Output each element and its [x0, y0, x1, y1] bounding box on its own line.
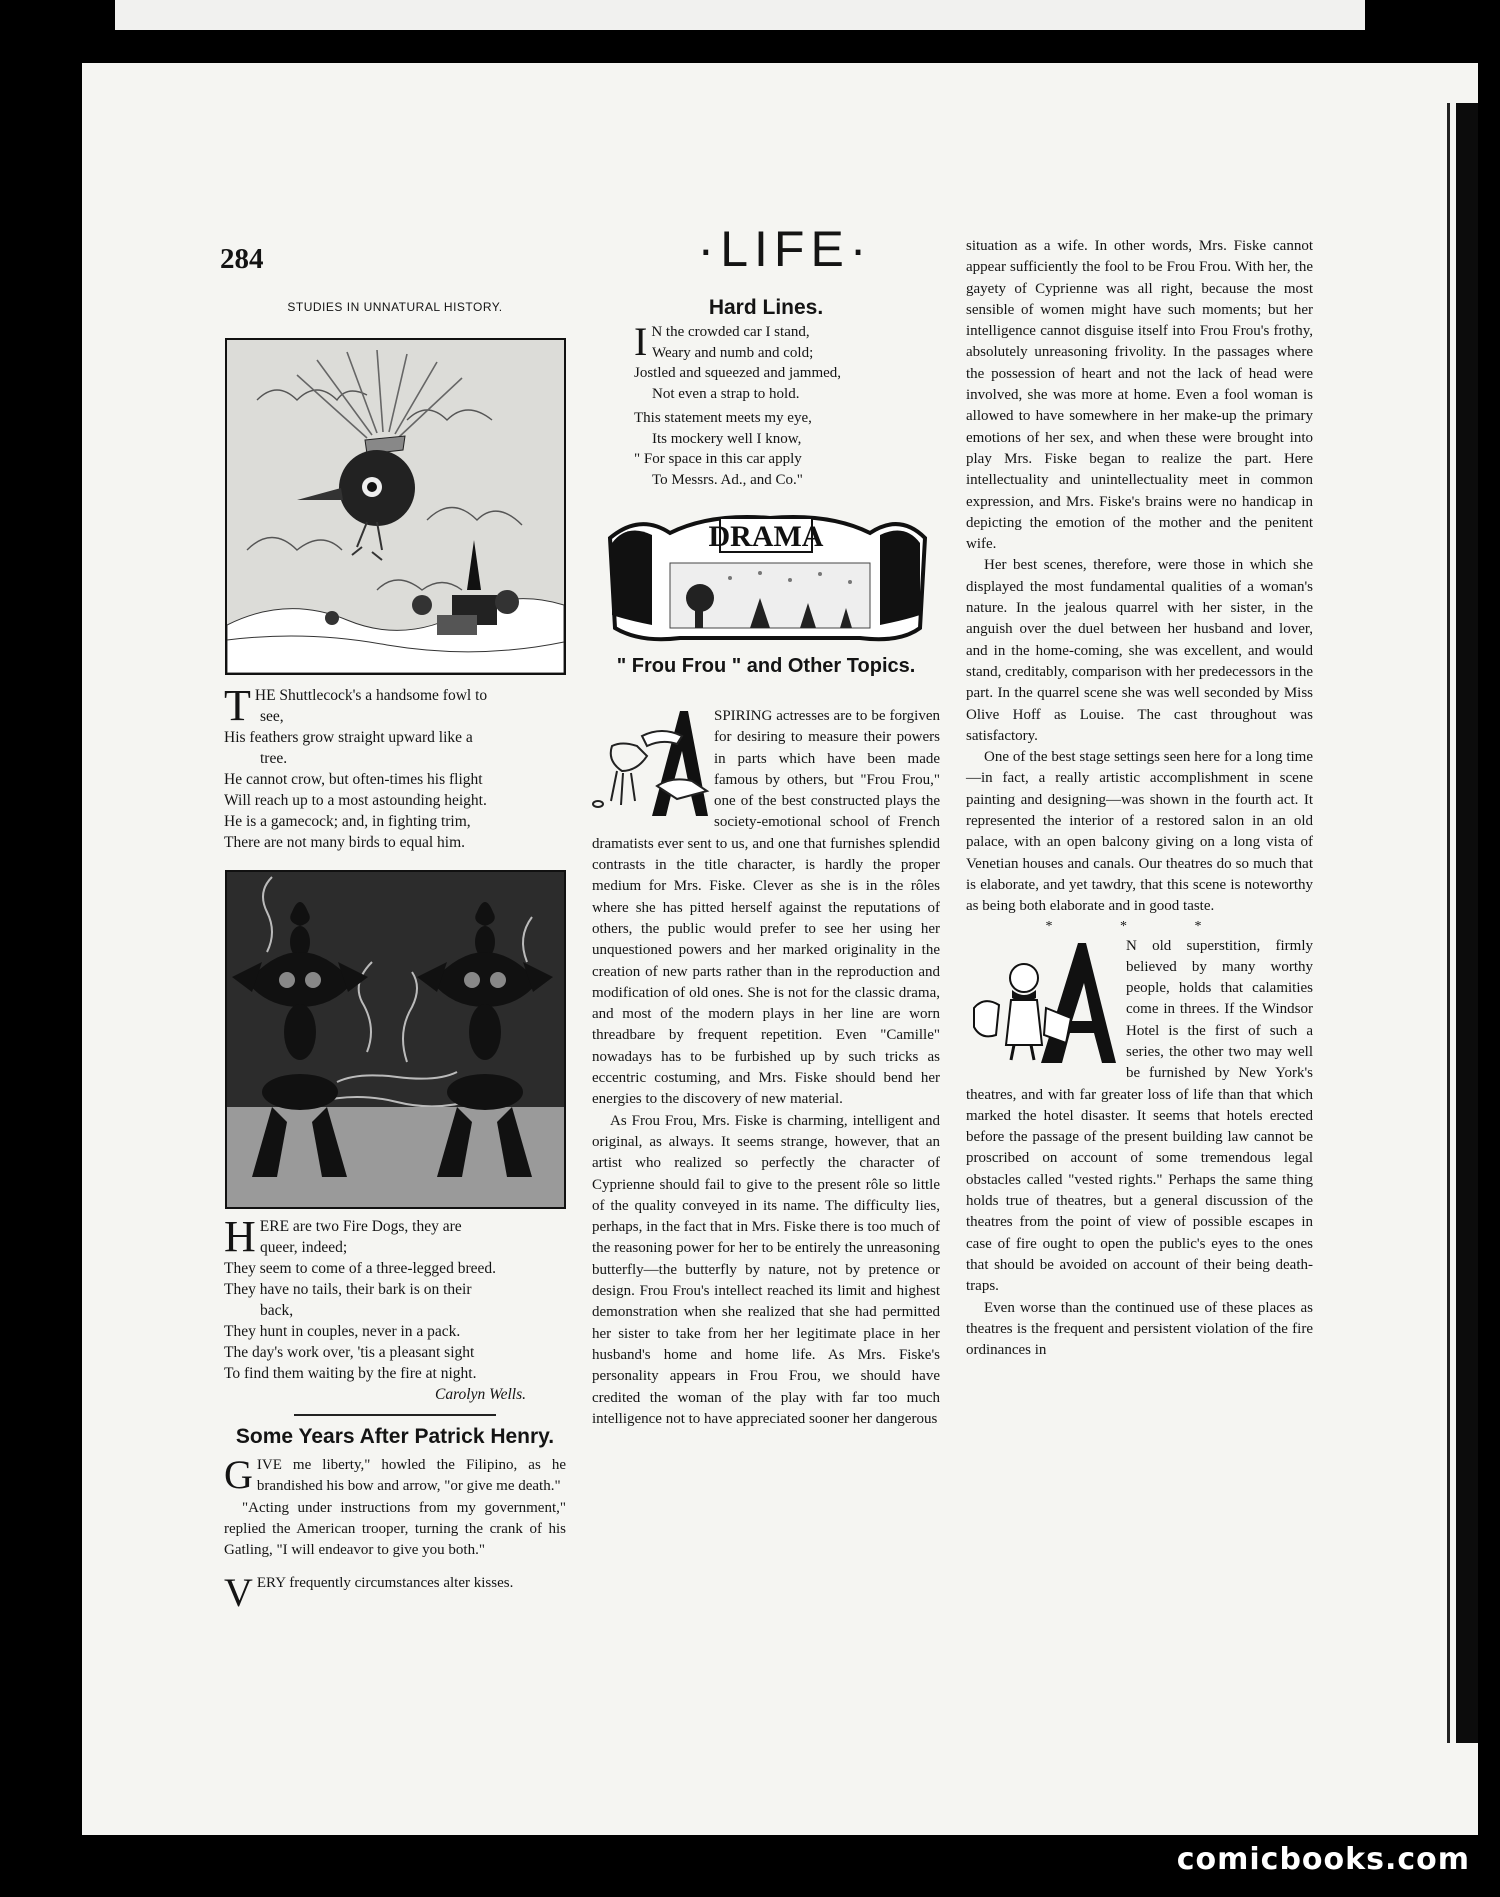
poem-line: They hunt in couples, never in a pack.: [224, 1323, 461, 1340]
fire-dogs-poem: [224, 1212, 566, 1616]
author-signature: Carolyn Wells.: [435, 1386, 526, 1403]
paragraph: N old superstition, firmly believed by many worthy people, holds that calamities come in threes. If the Windsor Hotel is: [1126, 937, 1313, 1039]
poem-line: Its mockery well I know,: [652, 430, 802, 447]
poem-line: He is a gamecock; and, in fighting trim,: [224, 813, 471, 830]
paragraph: One of the best stage settings seen here for a long time—in fact, a really artistic accomplishment in scene painting and designing—was shown in the fourth act. It represented the interior of a restored salon in an old palace, with an open balcony giving on a long vista of Venetian houses and canals. Our theatres do so much that is elaborate, and yet tawdry, that this scene is noteworthy as being both elaborate and in good taste.: [966, 749, 1313, 915]
poem-line: N the crowded car I stand,: [651, 324, 810, 340]
kisses-epigram: [224, 1570, 566, 1616]
scan-binding-shadow: [1456, 103, 1478, 1743]
frou-frou-continued: [966, 236, 1313, 1361]
fire-dogs-drawing: [227, 872, 564, 1207]
poem-line: Jostled and squeezed and jammed,: [634, 365, 842, 381]
drop-cap: T: [224, 681, 251, 730]
drop-cap: I: [634, 319, 648, 364]
poem-line: They seem to come of a three-legged breed.: [224, 1260, 496, 1277]
poem-line: This statement meets my eye,: [634, 410, 812, 426]
paragraph: IVE me liberty," howled the Filipino, as he brandished his bow and arrow, "or give me death.": [256, 1457, 566, 1495]
poem-line: To Messrs. Ad., and Co.": [652, 471, 803, 488]
shuttlecock-drawing: [227, 340, 564, 673]
section-rule: [294, 1414, 496, 1416]
page-number: 284: [220, 243, 264, 275]
poem-line: There are not many birds to equal him.: [224, 834, 466, 851]
drama-banner: [600, 508, 932, 644]
paragraph: have been made famous by others, but "Frou Frou," one of the best constructed plays the society-emotional school of French dramatists ever sent to us, and one that furnishes splendid contrasts in the title character, is hardly the proper medium for Mrs. Fiske. Clever as she is in the rôles where she has pitted herself against the reputations of others, the public would prefer to see her using her unquestioned powers and her marked originality in the creation of new parts rather than in the reproduction and modification of old ones. She is not for the classic drama, and most of the modern plays in her line are worn threadbare by frequent repetition. Even "Camille" nowadays has to be furbished up by such tricks as eccentric costuming, and Mrs. Fiske should bend her energies to the discovery of new material.: [592, 750, 941, 1108]
frou-frou-article: [592, 706, 940, 1430]
poem-line: Not even a strap to hold.: [652, 385, 800, 402]
series-title: STUDIES IN UNNATURAL HISTORY.: [287, 300, 503, 314]
poem-line: To find them waiting by the fire at night.: [224, 1365, 477, 1382]
patrick-henry-article: [224, 1452, 566, 1561]
paragraph: situation as a wife. In other words, Mrs. Fiske cannot appear sufficiently the fool to be Frou Frou. With her, the gayety of Cyprienne was all right, because the most sensible of women might have such moments; but her intelligence cannot disguise itself into Frou Frou's frothy, absolutely unreasoning frivolity. In the passages where the possession of heart and not the lack of head were involved, she was more at home. Even a fool woman is allowed to have somewhere in her make-up the primary emotions of her sex, and when these were brought into play Mrs. Fiske began to realize the part. Here intellectuality and unintellectuality meet in common expression, and Mrs. Fiske's brains were no handicap in depicting the emotion of the mother and the penitent wife.: [966, 238, 1313, 553]
hard-lines-poem: [634, 319, 934, 490]
poem-line: His feathers grow straight upward like a: [224, 729, 473, 746]
drama-banner-art: [600, 508, 932, 644]
paragraph: "Acting under instructions from my government," replied the American trooper, turning the crank of his Gatling, "I will endeavor to give you both.": [224, 1499, 566, 1559]
paragraph: Even worse than the continued use of these places as theatres is the frequent and persistent violation of the fire ordinances in: [966, 1299, 1313, 1359]
drop-cap: H: [224, 1212, 256, 1261]
paragraph: As Frou Frou, Mrs. Fiske is charming, intelligent and original, as always. It seems strange, however, that an artist who realized so perfectly the character of Cyprienne should fail to give to the present rôle so little of the quality conveyed in its name. The difficulty lies, perhaps, in the fact that in Mrs. Fiske there is too much of the reasoning power for her to be entirely the unreasoning butterfly—the butterfly by nature, not by pretence or design. Frou Frou's intellect reached its limit and highest demonstration when she realized that she had permitted her sister to take from her her legitimate place in her husband's home and home life. As Mrs. Fiske's personality appears in Frou Frou, we should have credited the woman of the play with far too much intelligence not to have appreciated sooner her dangerous: [592, 1112, 940, 1427]
drop-cap-space: [592, 706, 714, 824]
shuttlecock-bird-illustration: [225, 338, 566, 675]
poem-line: " For space in this car apply: [634, 451, 802, 467]
scan-top-edge: [115, 0, 1365, 30]
poem-line: tree.: [260, 750, 288, 767]
paragraph: ERY frequently circumstances alter kisses.: [256, 1575, 514, 1592]
drama-banner-text: DRAMA: [708, 520, 824, 553]
poem-line: The day's work over, 'tis a pleasant sight: [224, 1344, 475, 1361]
paragraph: the first of such a series, the other two may well be furnished by New York's theatres, and with far greater loss of life than that which marked the hotel disaster. It seems that hotels erected before the passage of the present building law cannot be proscribed on account of some tremendous legal obstacles called "vested rights." Perhaps the same thing holds true of theatres, but a general discussion of the theatres from the point of view of possible escapes in case of fire ought to open the public's eyes to the ones that should be avoided on account of their being death-traps.: [966, 1022, 1313, 1295]
section-divider-stars: * * *: [1045, 918, 1234, 934]
patrick-henry-title: Some Years After Patrick Henry.: [235, 1425, 555, 1448]
paragraph: SPIRING actresses are to be forgiven for desiring to measure their powers in parts which: [714, 708, 940, 767]
poem-line: back,: [260, 1302, 294, 1319]
frou-frou-title: " Frou Frou " and Other Topics.: [616, 655, 916, 677]
shuttlecock-poem: [224, 681, 566, 853]
poem-line: see,: [260, 708, 284, 725]
poem-line: Weary and numb and cold;: [652, 344, 814, 361]
poem-line: Will reach up to a most astounding height.: [224, 792, 487, 809]
poem-line: ERE are two Fire Dogs, they are: [259, 1218, 462, 1235]
drop-cap: G: [224, 1452, 253, 1497]
old-man-letter-a-drawing: [966, 938, 1126, 1068]
watermark: comicbooks.com: [1176, 1842, 1470, 1877]
drop-cap: V: [224, 1570, 253, 1616]
scan-binding-line: [1447, 103, 1450, 1743]
hard-lines-title: Hard Lines.: [708, 296, 824, 319]
poem-line: They have no tails, their bark is on their: [224, 1281, 472, 1298]
fire-dogs-illustration: [225, 870, 566, 1209]
poem-line: queer, indeed;: [260, 1239, 348, 1256]
poem-line: HE Shuttlecock's a handsome fowl to: [254, 687, 488, 704]
masthead: ·LIFE·: [697, 221, 873, 277]
poem-line: He cannot crow, but often-times his flight: [224, 771, 483, 788]
paragraph: Her best scenes, therefore, were those in which she displayed the most fundamental qualities of a woman's nature. In the jealous quarrel with her sister, in the anguish over the duel between her husband and lover, and in the home-coming, she was excellent, and would stand, creditably, comparison with her predecessors in the part. In the quarrel scene she was well seconded by Miss Olive Hoff as Louise. The cast throughout was satisfactory.: [966, 557, 1313, 744]
superstition-illustration: [966, 938, 1126, 1068]
